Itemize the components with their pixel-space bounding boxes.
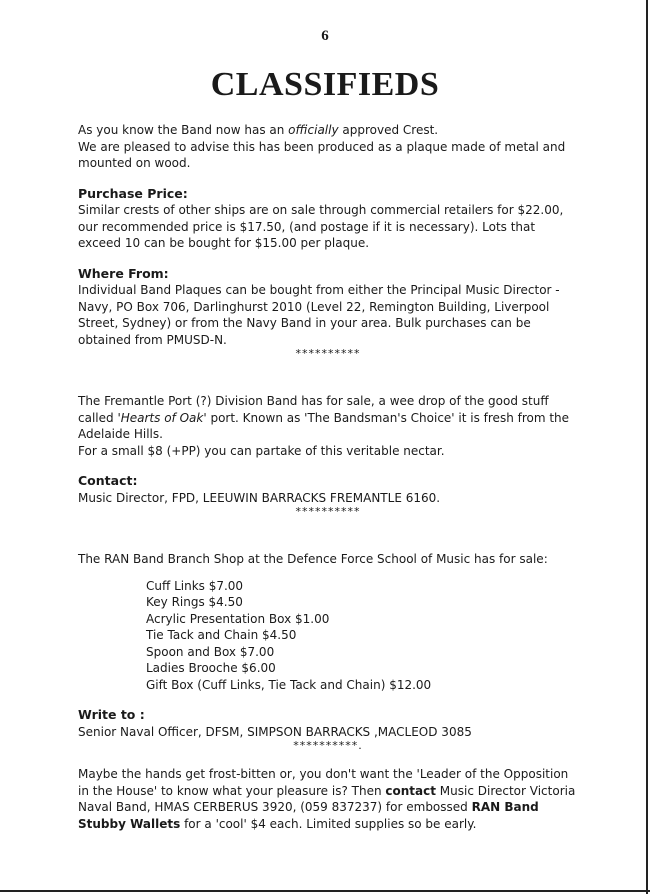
intro-italic: officially (288, 123, 339, 137)
purchase-price-heading: Purchase Price: (78, 185, 188, 201)
crest-intro-section (78, 122, 578, 172)
fremantle-port-section (78, 393, 578, 459)
stubby-wallets-text: Maybe the hands get frost-bitten or, you don't want the 'Leader of the Opposition in the House' to know what your pleasure is? Then contact Music Director Victoria Naval Band, HMAS CERBERUS 3920, (059 837237) for embossed RAN Band Stubby Wallets for a 'cool' $4 each. Limited supplies so be early. (78, 767, 576, 831)
shop-item: Ladies Brooche $6.00 (146, 661, 276, 675)
intro-line-1: As you know the Band now has an officially approved Crest. (78, 123, 439, 137)
write-to-text: Senior Naval Officer, DFSM, SIMPSON BARRACKS ,MACLEOD 3085 (78, 724, 472, 739)
purchase-price-text: Similar crests of other ships are on sale through commercial retailers for $22.00, our recommended price is $17.50, (and postage if it is necessary). Lots that exceed 10 can be bought for $15.00 per plaque. (78, 203, 564, 250)
stubby-wallets-bold: RAN Band Stubby Wallets (78, 800, 539, 831)
stubby-wallets-section (78, 766, 578, 832)
shop-intro: The RAN Band Branch Shop at the Defence Force School of Music has for sale: (78, 552, 548, 566)
shop-item: Acrylic Presentation Box $1.00 (146, 611, 330, 626)
write-to-heading: Write to : (78, 707, 145, 722)
page-number: 6 (321, 28, 329, 44)
separator-stars: ********** (295, 347, 361, 360)
page-title: CLASSIFIEDS (210, 66, 440, 103)
fremantle-text: The Fremantle Port (?) Division Band has for sale, a wee drop of the good stuff called 'Hearts of Oak' port. Known as 'The Bandsman's Choice' it is fresh from the Adelaide Hills. (78, 394, 570, 441)
shop-item: Key Rings $4.50 (146, 595, 243, 609)
shop-section (78, 551, 578, 693)
separator-stars: ********** (295, 505, 361, 518)
classifieds-content (78, 122, 578, 832)
shop-item: Cuff Links $7.00 (146, 578, 244, 593)
shop-item: Tie Tack and Chain $4.50 (146, 628, 297, 642)
where-from-section (78, 266, 578, 361)
shop-item: Gift Box (Cuff Links, Tie Tack and Chain) $12.00 (146, 677, 432, 692)
shop-item: Spoon and Box $7.00 (146, 644, 275, 659)
where-from-text: Individual Band Plaques can be bought from either the Principal Music Director - Navy, PO Box 706, Darlinghurst 2010 (Level 22, Remington Building, Liverpool Street, Sydney) or from the Navy Band in your area. Bulk purchases can be obtained from PMUSD-N. (78, 283, 560, 347)
purchase-price-section (78, 186, 578, 252)
shop-item-list (146, 578, 578, 694)
page-edge-right (646, 0, 648, 894)
where-from-heading: Where From: (78, 265, 169, 281)
write-to-section (78, 707, 578, 752)
intro-line-2: We are pleased to advise this has been produced as a plaque made of metal and mounted on wood. (78, 139, 566, 170)
contact-heading: Contact: (78, 473, 138, 488)
fremantle-price-line: For a small $8 (+PP) you can partake of this veritable nectar. (78, 443, 445, 458)
hearts-of-oak-italic: 'Hearts of Oak' (117, 410, 207, 425)
contact-text: Music Director, FPD, LEEUWIN BARRACKS FREMANTLE 6160. (78, 490, 441, 505)
page-edge-bottom (0, 890, 650, 892)
separator-stars-final: **********. (293, 739, 363, 752)
contact-section (78, 473, 578, 518)
